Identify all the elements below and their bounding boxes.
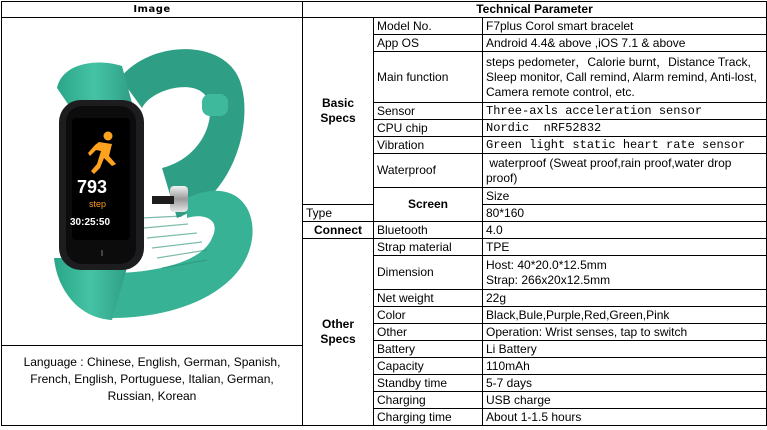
label-app-os: App OS [374, 35, 483, 52]
value-sensor: Three-axls acceleration sensor [483, 103, 767, 120]
language-note: Language : Chinese, English, German, Spanish, French, English, Portuguese, Italian, German, Russian, Korean [23, 355, 281, 403]
strap-loop [202, 94, 228, 116]
label-battery: Battery [374, 341, 483, 358]
product-image-cell [2, 18, 303, 426]
value-charging: USB charge [483, 392, 767, 409]
value-vibration: Green light static heart rate sensor [483, 137, 767, 154]
group-connect: Connect [303, 222, 374, 239]
spec-table [1, 1, 767, 426]
label-model: Model No. [374, 18, 483, 35]
value-bluetooth: 4.0 [483, 222, 767, 239]
screen-step-unit: step [89, 199, 107, 209]
group-basic-specs: Basic Specs [303, 18, 374, 205]
label-type: Type [303, 205, 374, 222]
value-strap: TPE [483, 239, 767, 256]
label-capacity: Capacity [374, 358, 483, 375]
value-dimension-host: Host: 40*20.0*12.5mm [486, 257, 607, 272]
label-dimension: Dimension [374, 256, 483, 290]
label-standby: Standby time [374, 375, 483, 392]
image-header: Image [2, 2, 303, 18]
value-waterproof: waterproof (Sweat proof,rain proof,water drop proof) [483, 154, 767, 188]
value-dimension [483, 256, 767, 290]
label-charging-time: Charging time [374, 409, 483, 426]
value-cpu: Nordic nRF52832 [483, 120, 767, 137]
value-type: 80*160 [483, 205, 767, 222]
header-row [2, 2, 767, 18]
value-dimension-strap: Strap: 266x20x12.5mm [486, 272, 611, 287]
product-image [2, 18, 302, 346]
value-app-os: Android 4.4& above ,iOS 7.1 & above [483, 35, 767, 52]
screen-time: 30:25:50 [70, 217, 111, 228]
label-waterproof: Waterproof [374, 154, 483, 188]
screen-steps: 793 [77, 177, 108, 197]
row-model [2, 18, 767, 35]
label-vibration: Vibration [374, 137, 483, 154]
label-size: Size [483, 188, 767, 205]
value-standby: 5-7 days [483, 375, 767, 392]
label-other: Other [374, 324, 483, 341]
smart-bracelet-illustration [2, 18, 303, 345]
label-color: Color [374, 307, 483, 324]
value-color: Black,Bule,Purple,Red,Green,Pink [483, 307, 767, 324]
value-other: Operation: Wrist senses, tap to switch [483, 324, 767, 341]
label-cpu: CPU chip [374, 120, 483, 137]
value-main-function: steps pedometer，Calorie burnt，Distance Track, Sleep monitor, Call remind, Alarm remind, Anti-lost, Camera remote control, etc. [483, 52, 767, 103]
value-capacity: 110mAh [483, 358, 767, 375]
label-bluetooth: Bluetooth [374, 222, 483, 239]
label-sensor: Sensor [374, 103, 483, 120]
group-other-specs: Other Specs [303, 239, 374, 426]
value-battery: Li Battery [483, 341, 767, 358]
group-screen: Screen [374, 188, 483, 222]
label-weight: Net weight [374, 290, 483, 307]
value-weight: 22g [483, 290, 767, 307]
label-main-function: Main function [374, 52, 483, 103]
technical-parameter-header: Technical Parameter [303, 2, 767, 18]
clip-connector [152, 196, 174, 204]
label-strap: Strap material [374, 239, 483, 256]
value-charging-time: About 1-1.5 hours [483, 409, 767, 426]
label-charging: Charging [374, 392, 483, 409]
value-model: F7plus Corol smart bracelet [483, 18, 767, 35]
